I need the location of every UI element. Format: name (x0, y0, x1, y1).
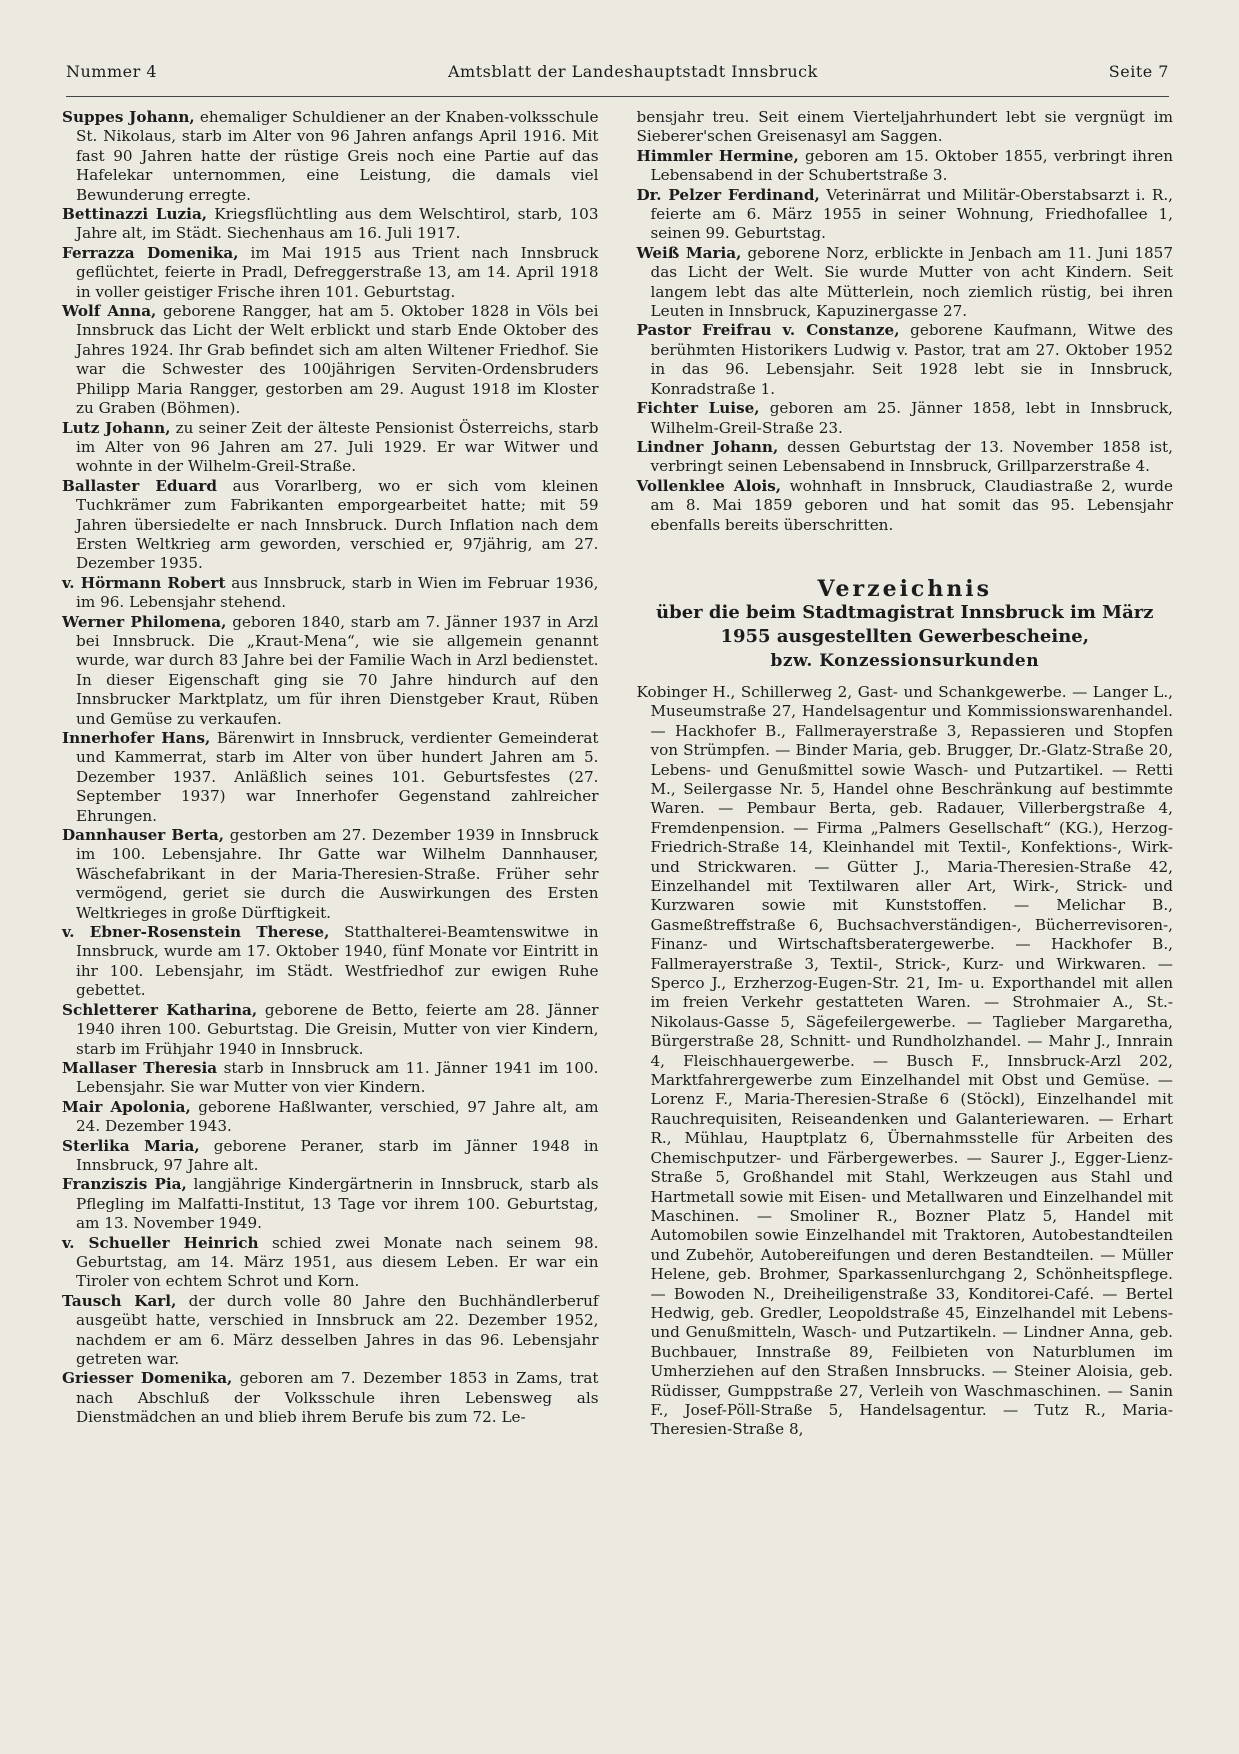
entry-name: Pastor Freifrau v. Constanze, (636, 321, 900, 340)
entry-name: Bettinazzi Luzia, (62, 205, 208, 224)
entry-text: geboren am 7. Dezember 1853 in Zams, trat nach Abschluß der Volksschule ihren Lebensweg als Dienstmädchen an und blieb ihrem Berufe bis zum 72. Le- (76, 1369, 599, 1427)
entry (637, 399, 1174, 438)
entry-text: gestorben am 27. Dezember 1939 in Innsbruck im 100. Lebensjahre. Ihr Gatte war Wilhelm Dannhauser, Wäschefabrikant in der Maria-Theresien-Straße. Früher sehr vermögend, geriet sie durch die Auswirkungen des Ersten Weltkrieges in große Dürftigkeit. (76, 826, 599, 922)
entry-name: Lutz Johann, (62, 418, 171, 437)
entry-name: Dr. Pelzer Ferdinand, (636, 185, 820, 204)
entry-text: bensjahr treu. Seit einem Vierteljahrhundert lebt sie vergnügt im Sieberer'schen Greisenasyl am Saggen. (636, 108, 1173, 146)
entry-name: Griesser Domenika, (62, 1369, 233, 1388)
entry-name: Innerhofer Hans, (62, 729, 211, 747)
page-number: Seite 7 (1108, 62, 1169, 81)
entry-name: Schletterer Katharina, (62, 1000, 258, 1019)
entry (62, 574, 599, 613)
entry-text: geborene de Betto, feierte am 28. Jänner 1940 ihren 100. Geburtstag. Die Greisin, Mutter von vier Kindern, starb im Frühjahr 1940 in Innsbruck. (76, 1000, 599, 1058)
entry (62, 1059, 599, 1098)
list-title-main: Verzeichnis (817, 575, 993, 602)
entry-text: geborene Peraner, starb im Jänner 1948 in Innsbruck, 97 Jahre alt. (76, 1136, 599, 1174)
entry (62, 1137, 599, 1176)
entry (62, 923, 599, 1001)
entry (62, 477, 599, 574)
entry (62, 613, 599, 729)
entry-name: Mair Apolonia, (62, 1097, 191, 1116)
entry (637, 108, 1174, 147)
entry-name: Mallaser Theresia (62, 1058, 218, 1077)
entry (62, 1234, 599, 1292)
publication-title: Amtsblatt der Landeshauptstadt Innsbruck (448, 62, 818, 81)
entry-name: v. Schueller Heinrich (62, 1233, 259, 1252)
entry (62, 1369, 599, 1427)
entry (637, 147, 1174, 186)
entry (637, 186, 1174, 244)
entry-text: dessen Geburtstag der 13. November 1858 ist, verbringt seinen Lebensabend in Innsbruck, Grillparzerstraße 4. (650, 437, 1173, 476)
text-columns (62, 108, 1173, 1440)
header-divider (66, 96, 1169, 97)
right-column (637, 108, 1174, 1440)
entry-text: geborene Rangger, hat am 5. Oktober 1828 in Völs bei Innsbruck das Licht der Welt erblickt und starb Ende Oktober des Jahres 1924. Ihr Grab befindet sich am alten Wiltener Friedhof. Sie war die Schwester des 100jährigen Serviten-Ordensbruders Philipp Maria Rangger, gestorben am 29. August 1918 im Kloster zu Graben (Böhmen). (76, 302, 599, 418)
centenarian-list-continued (637, 108, 1174, 535)
entry-name: Tausch Karl, (62, 1291, 177, 1310)
permits-list: Kobinger H., Schillerweg 2, Gast- und Schankgewerbe. — Langer L., Museumstraße 27, Handelsagentur und Kommissionswarenhandel. — Hackhofer B., Fallmerayerstraße 3, Repassieren und Stopfen von Strümpfen. — Binder Maria, geb. Brugger, Dr.-Glatz-Straße 20, Lebens- und Genußmittel sowie Wasch- und Putzartikel. — Retti M., Seilergasse Nr. 5, Handel ohne Beschränkung auf bestimmte Waren. — Pembaur Berta, geb. Radauer, Villerbergstraße 4, Fremdenpension. — Firma „Palmers Gesellschaft“ (KG.), Herzog-Friedrich-Straße 14, Kleinhandel mit Textil-, Konfektions-, Wirk- und Strickwaren. — Gütter J., Maria-Theresien-Straße 42, Einzelhandel mit Textilwaren aller Art, Wirk-, Strick- und Kurzwaren sowie mit Kunststoffen. — Melichar B., Gasmeßtreffstraße 6, Buchsachverständigen-, Bücherrevisoren-, Finanz- und Wirtschaftsberatergewerbe. — Hackhofer B., Fallmerayerstraße 3, Textil-, Strick-, Kurz- und Wirkwaren. — Sperco J., Erzherzog-Eugen-Str. 21, Im- u. Exporthandel mit allen im freien Verkehr gestatteten Waren. — Strohmaier A., St.-Nikolaus-Gasse 5, Sägefeilergewerbe. — Taglieber Margaretha, Bürgerstraße 28, Schnitt- und Rundholzhandel. — Mahr J., Innrain 4, Fleischhauergewerbe. — Busch F., Innsbruck-Arzl 202, Marktfahrergewerbe zum Einzelhandel mit Obst und Gemüse. — Lorenz F., Maria-Theresien-Straße 6 (Stöckl), Einzelhandel mit Rauchrequisiten, Reiseandenken und Galanteriewaren. — Erhart R., Mühlau, Hauptplatz 6, Übernahmsstelle für Arbeiten des Chemischputzer- und Färbergewerbes. — Saurer J., Egger-Lienz-Straße 5, Großhandel mit Stahl, Werkzeugen aus Stahl und Hartmetall sowie mit Eisen- und Metallwaren und Einzelhandel mit Maschinen. — Smoliner R., Bozner Platz 5, Handel mit Automobilen sowie Einzelhandel mit Traktoren, Autobestandteilen und Zubehör, Autobereifungen und deren Bestandteilen. — Müller Helene, geb. Brohmer, Sparkassenlurchgang 2, Schönheitspflege. — Bowoden N., Dreiheiligenstraße 33, Konditorei-Café. — Bertel Hedwig, geb. Gredler, Leopoldstraße 45, Einzelhandel mit Lebens- und Genußmitteln, Wasch- und Putzartikeln. — Lindner Anna, geb. Buchbauer, Innstraße 89, Feilbieten von Naturblumen im Umherziehen auf den Straßen Innsbrucks. — Steiner Aloisia, geb. Rüdisser, Gumppstraße 27, Verleih von Waschmaschinen. — Sanin F., Josef-Pöll-Straße 5, Handelsagentur. — Tutz R., Maria-Theresien-Straße 8, (636, 682, 1173, 1439)
entry-text: zu seiner Zeit der älteste Pensionist Österreichs, starb im Alter von 96 Jahren am 27. Juli 1929. Er war Witwer und wohnte in der Wilhelm-Greil-Straße. (76, 418, 599, 476)
entry-name: Lindner Johann, (636, 437, 779, 456)
entry (637, 321, 1174, 399)
entry-text: geborene Haßlwanter, verschied, 97 Jahre alt, am 24. Dezember 1943. (76, 1097, 599, 1136)
entry (62, 205, 599, 244)
issue-number: Nummer 4 (66, 62, 158, 81)
entry-name: Weiß Maria, (636, 243, 742, 262)
entry-text: ehemaliger Schuldiener an der Knaben-volksschule St. Nikolaus, starb im Alter von 96 Jahren anfangs April 1916. Mit fast 90 Jahren hatte der rüstige Greis noch eine Partie auf das Hafelekar unternommen, eine Leistung, die damals viel Bewunderung erregte. (76, 108, 599, 204)
entry (62, 729, 599, 826)
entry-name: Vollenklee Alois, (636, 476, 782, 495)
entry (62, 1001, 599, 1059)
list-title-sub: über die beim Stadtmagistrat Innsbruck im März 1955 ausgestellten Gewerbescheine, (656, 601, 1154, 647)
permits-list-title (637, 577, 1174, 673)
entry (62, 302, 599, 418)
entry (62, 419, 599, 477)
entry (62, 108, 599, 205)
entry-text: starb in Innsbruck am 11. Jänner 1941 im 100. Lebensjahr. Sie war Mutter von vier Kindern. (76, 1058, 599, 1097)
entry-text: Statthalterei-Beamtenswitwe in Innsbruck, wurde am 17. Oktober 1940, fünf Monate vor Eintritt in ihr 100. Lebensjahr, im Städt. Westfriedhof zur ewigen Ruhe gebettet. (76, 923, 599, 1000)
entry-text: geboren am 15. Oktober 1855, verbringt ihren Lebensabend in der Schubertstraße 3. (650, 146, 1173, 185)
entry (62, 244, 599, 302)
entry-text: geboren am 25. Jänner 1858, lebt in Innsbruck, Wilhelm-Greil-Straße 23. (650, 399, 1174, 437)
entry-text: geborene Kaufmann, Witwe des berühmten Historikers Ludwig v. Pastor, trat am 27. Oktober 1952 in das 96. Lebensjahr. Seit 1928 lebt sie in Innsbruck, Konradstraße 1. (650, 321, 1173, 398)
entry-text: der durch volle 80 Jahre den Buchhändlerberuf ausgeübt hatte, verschied in Innsbruck am 22. Dezember 1952, nachdem er am 6. März desselben Jahres in das 96. Lebensjahr getreten war. (76, 1291, 599, 1368)
entry-name: v. Ebner-Rosenstein Therese, (62, 923, 330, 942)
entry-text: aus Innsbruck, starb in Wien im Februar 1936, im 96. Lebensjahr stehend. (76, 573, 599, 612)
entry-name: Wolf Anna, (62, 302, 157, 321)
entry (637, 438, 1174, 477)
page-header (66, 62, 1169, 92)
entry (62, 1292, 599, 1370)
entry-name: Werner Philomena, (62, 612, 227, 631)
entry-text: im Mai 1915 aus Trient nach Innsbruck geflüchtet, feierte in Pradl, Defreggerstraße 13, am 14. April 1918 in voller geistiger Frische ihren 101. Geburtstag. (76, 243, 599, 301)
entry-text: geboren 1840, starb am 7. Jänner 1937 in Arzl bei Innsbruck. Die „Kraut-Mena“, wie sie allgemein genannt wurde, war durch 83 Jahre bei der Familie Wach in Arzl bedienstet. In dieser Eigenschaft ging sie 70 Jahre hindurch auf den Innsbrucker Marktplatz, um für ihren Dienstgeber Kraut, Rüben und Gemüse zu verkaufen. (76, 612, 599, 728)
entry-name: Sterlika Maria, (62, 1136, 200, 1155)
entry-name: Dannhauser Berta, (62, 826, 225, 845)
entry (62, 826, 599, 923)
entry-name: Himmler Hermine, (636, 146, 799, 165)
entry (62, 1175, 599, 1233)
list-title-sub2: bzw. Konzessionsurkunden (770, 650, 1040, 671)
entry-text: wohnhaft in Innsbruck, Claudiastraße 2, wurde am 8. Mai 1859 geboren und hat somit das 95. Lebensjahr ebenfalls bereits überschritten. (650, 476, 1174, 534)
entry (62, 1098, 599, 1137)
entry-name: v. Hörmann Robert (62, 573, 226, 592)
entry (637, 244, 1174, 322)
left-column (62, 108, 599, 1440)
entry-text: langjährige Kindergärtnerin in Innsbruck, starb als Pflegling im Malfatti-Institut, 13 Tage vor ihrem 100. Geburtstag, am 13. November 1949. (76, 1175, 599, 1233)
entry-name: Suppes Johann, (62, 108, 195, 126)
entry-text: Kriegsflüchtling aus dem Welschtirol, starb, 103 Jahre alt, im Städt. Siechenhaus am 16. Juli 1917. (76, 205, 599, 243)
entry-text: geborene Norz, erblickte in Jenbach am 11. Juni 1857 das Licht der Welt. Sie wurde Mutter von acht Kindern. Seit langem lebt das alte Mütterlein, noch ziemlich rüstig, bei ihren Leuten in Innsbruck, Kapuzinergasse 27. (650, 243, 1173, 321)
entry (637, 477, 1174, 535)
entry-name: Ballaster Eduard (62, 476, 218, 495)
entry-name: Ferrazza Domenika, (62, 243, 239, 262)
entry-text: Bärenwirt in Innsbruck, verdienter Gemeinderat und Kammerrat, starb im Alter von über hundert Jahren am 5. Dezember 1937. Anläßlich seines 101. Geburtsfestes (27. September 1937) war Innerhofer Gegenstand zahlreicher Ehrungen. (76, 729, 599, 825)
entry-text: aus Vorarlberg, wo er sich vom kleinen Tuchkrämer zum Fabrikanten emporgearbeitet hatte; mit 59 Jahren übersiedelte er nach Innsbruck. Durch Inflation nach dem Ersten Weltkrieg arm geworden, verschied er, 97jährig, am 27. Dezember 1935. (76, 476, 599, 573)
entry-name: Franziszis Pia, (62, 1175, 187, 1194)
entry-name: Fichter Luise, (636, 399, 760, 418)
entry-text: Veterinärrat und Militär-Oberstabsarzt i. R., feierte am 6. März 1955 in seiner Wohnung, Friedhofallee 1, seinen 99. Geburtstag. (650, 185, 1174, 243)
entry-text: schied zwei Monate nach seinem 98. Geburtstag, am 14. März 1951, aus diesem Leben. Er war ein Tiroler von echtem Schrot und Korn. (76, 1233, 599, 1291)
